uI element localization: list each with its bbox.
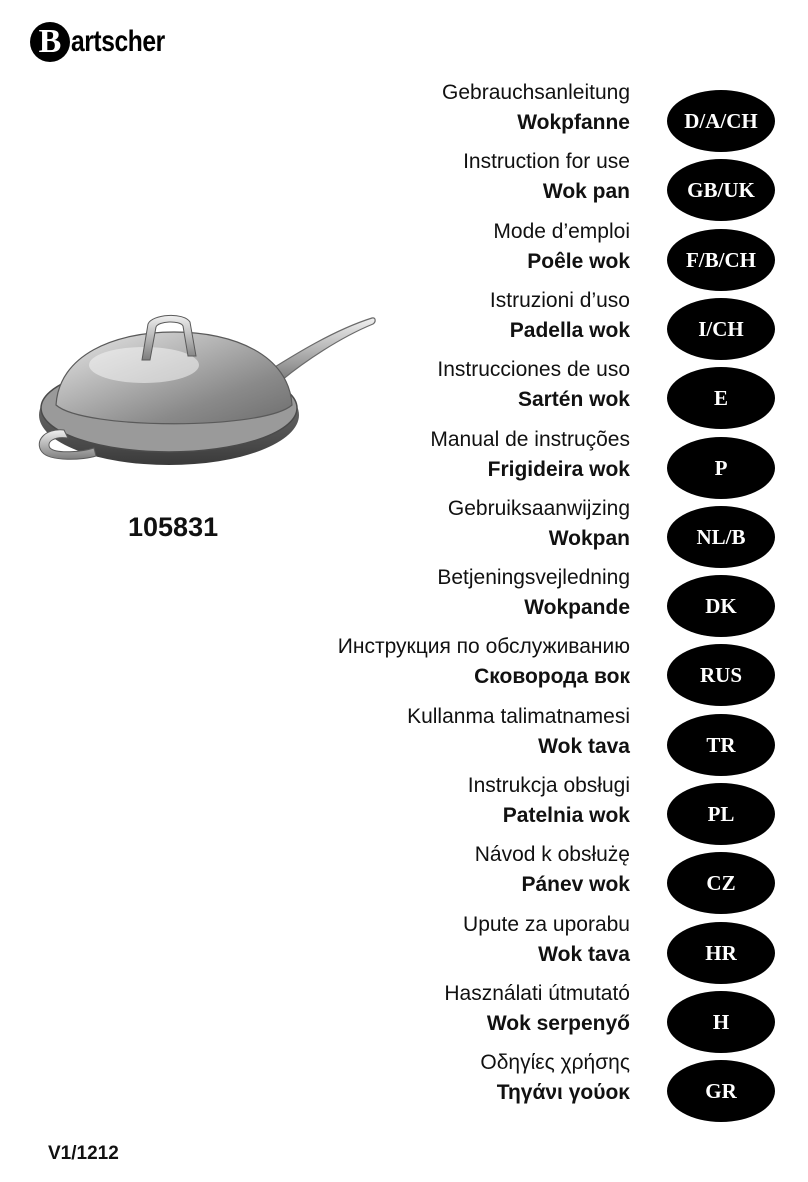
language-entry [230, 494, 630, 554]
product-name: Wokpfanne [517, 111, 630, 134]
language-entry [230, 702, 630, 762]
language-entry [230, 563, 630, 623]
language-entry [230, 1048, 630, 1108]
language-entry [230, 147, 630, 207]
model-number: 105831 [128, 512, 219, 542]
product-name: Poêle wok [527, 250, 630, 273]
manual-title: Manual de instruções [430, 428, 630, 451]
manual-title: Instrukcja obsługi [467, 774, 630, 797]
language-badge: TR [667, 714, 775, 776]
language-badge: D/A/CH [667, 90, 775, 152]
product-name: Wokpande [524, 596, 630, 619]
language-badge: F/B/CH [667, 229, 775, 291]
language-badge: GR [667, 1060, 775, 1122]
language-badge: DK [667, 575, 775, 637]
language-badge: HR [667, 922, 775, 984]
manual-title: Istruzioni d’uso [489, 289, 630, 312]
brand-logo-initial: B [30, 22, 70, 62]
version-label: V1/1212 [48, 1143, 119, 1164]
language-badge: P [667, 437, 775, 499]
product-name: Pánev wok [521, 873, 630, 896]
manual-title: Kullanma talimatnamesi [407, 705, 630, 728]
manual-title: Instrucciones de uso [437, 358, 630, 381]
language-entry [230, 217, 630, 277]
product-name: Сковорода вок [474, 665, 630, 688]
language-entry [230, 840, 630, 900]
language-badge: PL [667, 783, 775, 845]
product-name: Sartén wok [517, 388, 630, 411]
manual-title: Instruction for use [463, 150, 630, 173]
manual-title: Használati útmutató [444, 982, 630, 1005]
manual-title: Mode d’emploi [493, 220, 630, 243]
product-name: Padella wok [509, 319, 630, 342]
language-badge: E [667, 367, 775, 429]
manual-title: Инструкция по обслуживанию [337, 635, 630, 658]
language-entry [230, 771, 630, 831]
manual-title: Betjeningsvejledning [437, 566, 630, 589]
product-name: Τηγάνι γούοκ [496, 1081, 630, 1104]
language-entry [230, 355, 630, 415]
language-badge: NL/B [667, 506, 775, 568]
product-name: Wok pan [542, 180, 630, 203]
manual-title: Gebruiksaanwijzing [447, 497, 630, 520]
product-name: Wok serpenyő [486, 1012, 630, 1035]
manual-title: Gebrauchsanleitung [442, 81, 630, 104]
product-name: Wok tava [538, 735, 630, 758]
language-entry [230, 286, 630, 346]
product-name: Wok tava [538, 943, 630, 966]
language-badge: GB/UK [667, 159, 775, 221]
manual-title: Návod k obsłużę [474, 843, 630, 866]
language-entry [230, 632, 630, 692]
language-badge: RUS [667, 644, 775, 706]
manual-title: Upute za uporabu [463, 913, 630, 936]
language-badge: I/CH [667, 298, 775, 360]
language-entry [230, 78, 630, 138]
product-name: Frigideira wok [487, 458, 630, 481]
brand-logo-text: artscher [71, 25, 165, 58]
language-entry [230, 425, 630, 485]
language-badge: CZ [667, 852, 775, 914]
language-entry [230, 910, 630, 970]
language-entry [230, 979, 630, 1039]
manual-title: Οδηγίες χρήσης [480, 1051, 630, 1074]
language-badge: H [667, 991, 775, 1053]
product-name: Wokpan [548, 527, 630, 550]
product-name: Patelnia wok [502, 804, 630, 827]
